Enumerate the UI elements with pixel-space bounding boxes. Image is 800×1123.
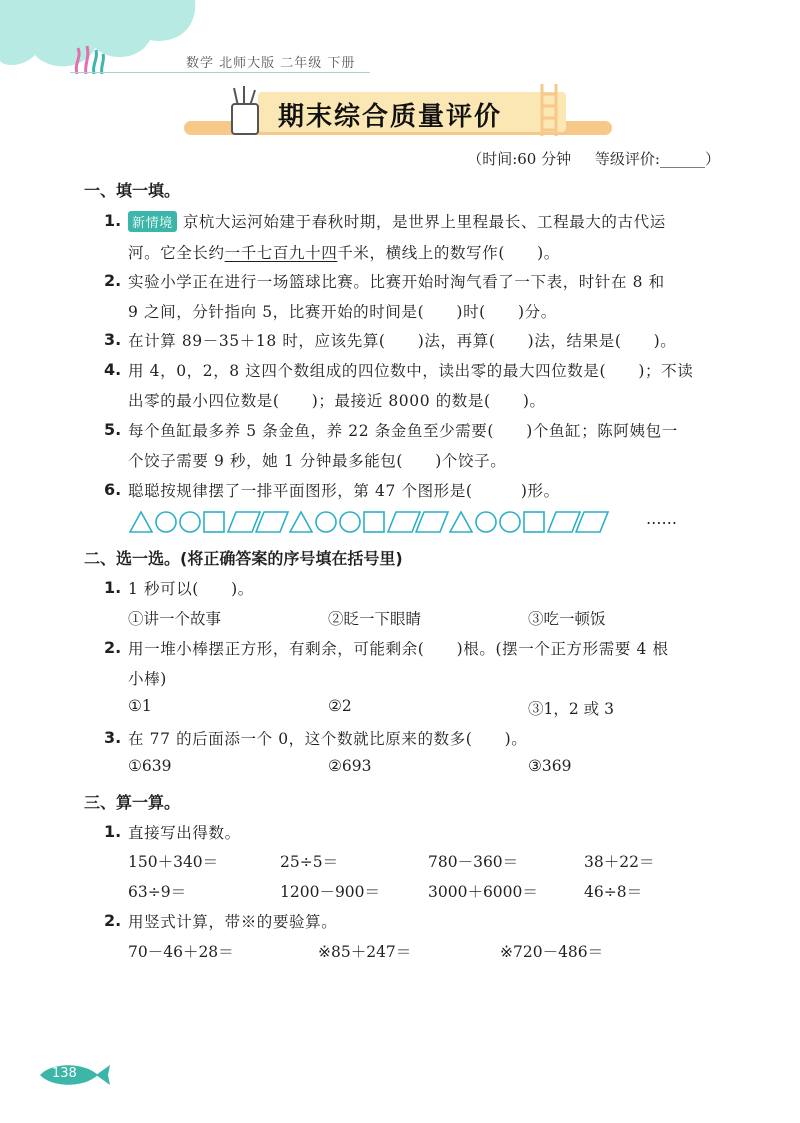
triangle-shape [450, 512, 472, 532]
section3-heading: 三、算一算。 [84, 793, 181, 812]
header-book-info: 数学 北师大版 二年级 下册 [186, 56, 356, 71]
s1-q5-line1: 每个鱼缸最多养 5 条金鱼，养 22 条金鱼至少需要( )个鱼缸；陈阿姨包一 [128, 422, 678, 440]
time-and-grade: （时间:60 分钟 等级评价:______） [467, 150, 720, 168]
s2-q1-option-2: ②眨一下眼睛 [328, 610, 422, 628]
parallelogram-shape [228, 512, 260, 532]
seaweed-icon [72, 44, 108, 74]
s3-q2-line1: 用竖式计算，带※的要验算。 [128, 913, 338, 931]
page-number: 138 [52, 1066, 77, 1081]
s2-q3-option-1: ①639 [128, 757, 172, 775]
s2-q2-number: 2. [104, 638, 122, 657]
s1-q2-number: 2. [104, 271, 122, 290]
calc-item: 780－360＝ [428, 853, 519, 871]
s3-q1-line1: 直接写出得数。 [128, 824, 241, 842]
s2-q2-option-2: ②2 [328, 697, 352, 715]
parallelogram-shape [548, 512, 580, 532]
s2-q2-option-1: ①1 [128, 697, 152, 715]
square-shape [204, 512, 224, 532]
square-shape [364, 512, 384, 532]
pattern-ellipsis: …… [646, 510, 677, 528]
vertical-calc-item: 70－46＋28＝ [128, 943, 234, 961]
new-context-tag: 新情境 [128, 211, 177, 232]
s3-q2-number: 2. [104, 911, 122, 930]
s2-q2-option-3: ③1，2 或 3 [528, 700, 614, 718]
s2-q2-line2: 小棒) [128, 670, 167, 688]
s2-q3-number: 3. [104, 728, 122, 747]
circle-shape [316, 512, 336, 532]
underlined-number-words: 一千七百九十四 [224, 244, 338, 262]
section2-heading: 二、选一选。(将正确答案的序号填在括号里) [84, 549, 403, 568]
section1-heading: 一、填一填。 [84, 181, 181, 200]
circle-shape [156, 512, 176, 532]
triangle-shape [290, 512, 312, 532]
s2-q2-line1: 用一堆小棒摆正方形，有剩余，可能剩余( )根。(摆一个正方形需要 4 根 [128, 640, 669, 658]
s2-q3-option-2: ②693 [328, 757, 372, 775]
calc-item: 25÷5＝ [280, 853, 339, 871]
parallelogram-shape [576, 512, 608, 532]
circle-shape [340, 512, 360, 532]
pencil-cup-icon [228, 86, 262, 136]
circle-shape [500, 512, 520, 532]
s1-q3-number: 3. [104, 330, 122, 349]
s1-q5-number: 5. [104, 420, 122, 439]
circle-shape [180, 512, 200, 532]
s2-q1-number: 1. [104, 578, 122, 597]
parallelogram-shape [388, 512, 420, 532]
parallelogram-shape [256, 512, 288, 532]
s1-q3-line1: 在计算 89－35＋18 时，应该先算( )法，再算( )法，结果是( )。 [128, 332, 677, 350]
square-shape [524, 512, 544, 532]
s2-q3-line1: 在 77 的后面添一个 0，这个数就比原来的数多( )。 [128, 730, 528, 748]
s1-q6-number: 6. [104, 480, 122, 499]
calc-item: 38＋22＝ [584, 853, 655, 871]
parallelogram-shape [416, 512, 448, 532]
s1-q1-line2: 河。它全长约一千七百九十四千米，横线上的数写作( )。 [128, 244, 560, 262]
s1-q1-number: 1. [104, 211, 122, 230]
s1-q4-line2: 出零的最小四位数是( )；最接近 8000 的数是( )。 [128, 392, 546, 410]
s2-q1-option-3: ③吃一顿饭 [528, 610, 606, 628]
s2-q3-option-3: ③369 [528, 757, 572, 775]
s1-q2-line1: 实验小学正在进行一场篮球比赛。比赛开始时淘气看了一下表，时针在 8 和 [128, 273, 665, 291]
calc-item: 3000＋6000＝ [428, 883, 538, 901]
calc-item: 46÷8＝ [584, 883, 643, 901]
s2-q1-option-1: ①讲一个故事 [128, 610, 222, 628]
s2-q1-line1: 1 秒可以( )。 [128, 580, 254, 598]
vertical-calc-item: ※85＋247＝ [318, 943, 412, 961]
s1-q1-line1: 新情境 京杭大运河始建于春秋时期，是世界上里程最长、工程最大的古代运 [128, 210, 666, 232]
vertical-calc-item: ※720－486＝ [500, 943, 604, 961]
ladder-icon [538, 84, 560, 136]
s1-q2-line2: 9 之间，分针指向 5，比赛开始的时间是( )时( )分。 [128, 303, 557, 321]
s1-q5-line2: 个饺子需要 9 秒，她 1 分钟最多能包( )个饺子。 [128, 452, 507, 470]
triangle-shape [130, 512, 152, 532]
header-divider [70, 72, 370, 73]
s1-q4-line1: 用 4，0，2，8 这四个数组成的四位数中，读出零的最大四位数是( )；不读 [128, 362, 694, 380]
page-title: 期末综合质量评价 [278, 102, 503, 132]
s1-q4-number: 4. [104, 360, 122, 379]
shape-pattern [128, 510, 648, 534]
calc-item: 150＋340＝ [128, 853, 219, 871]
calc-item: 1200－900＝ [280, 883, 381, 901]
s3-q1-number: 1. [104, 822, 122, 841]
circle-shape [476, 512, 496, 532]
s1-q6-line1: 聪聪按规律摆了一排平面图形，第 47 个图形是( )形。 [128, 482, 560, 500]
calc-item: 63÷9＝ [128, 883, 187, 901]
